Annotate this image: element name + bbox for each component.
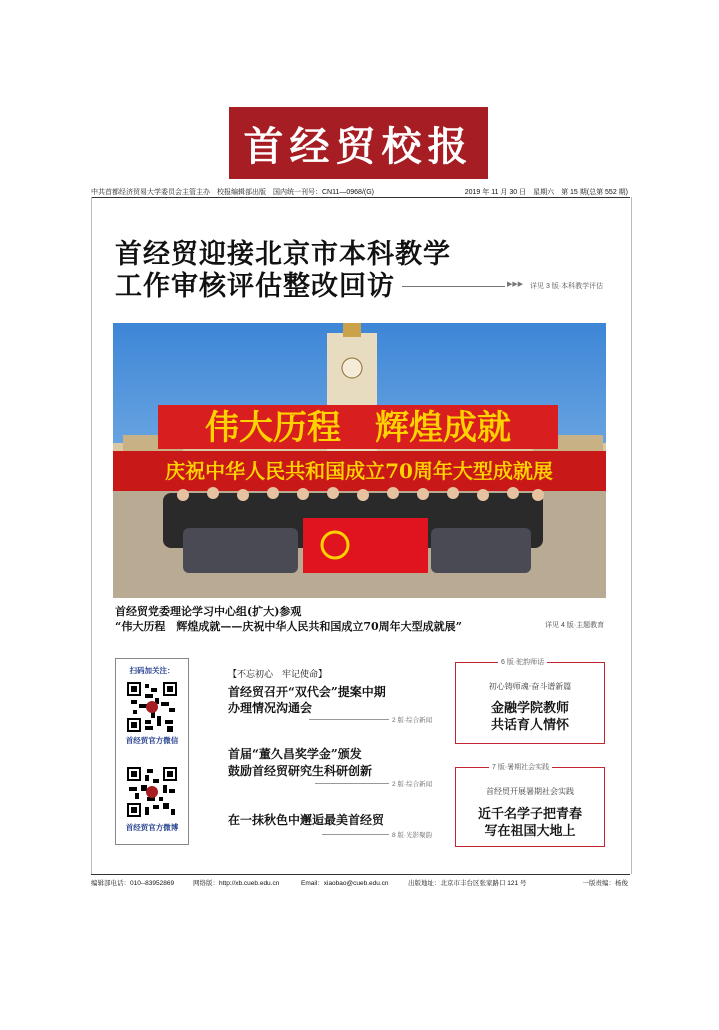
footer-editor: 一版责编：杨俊 bbox=[582, 880, 628, 887]
news-divider bbox=[309, 719, 389, 720]
masthead-title: 首经贸校报 bbox=[243, 122, 474, 170]
wechat-qr-icon[interactable] bbox=[127, 682, 177, 732]
footer-address: 出版地址：北京市丰台区张家路口 121 号 bbox=[408, 880, 527, 887]
feature-box-title-line1: 近千名学子把青春 bbox=[477, 807, 582, 822]
qr-code-panel bbox=[115, 658, 189, 845]
news-item-1-line1[interactable]: 首经贸召开“双代会”提案中期 bbox=[228, 685, 386, 699]
publisher-info: 中共首都经济贸易大学委员会主管主办 校报编辑部出版 国内统一刊号：CN11—0968/(G) bbox=[91, 189, 374, 196]
caption-page-ref[interactable]: 详见 4 版·主题教育 bbox=[545, 622, 605, 629]
lead-page-ref[interactable]: 详见 3 版·本科教学评估 bbox=[530, 283, 604, 290]
feature-box-title-line2: 写在祖国大地上 bbox=[484, 824, 576, 839]
feature-box-social-practice[interactable] bbox=[455, 764, 605, 847]
news-item-1-line2[interactable]: 办理情况沟通会 bbox=[228, 701, 313, 715]
arrow-icon: ▶▶▶ bbox=[507, 281, 524, 288]
news-item-2-ref[interactable]: 2 版·综合新闻 bbox=[392, 781, 433, 788]
feature-box-tag: 6 版·驼韵师话 bbox=[498, 657, 547, 667]
news-divider bbox=[322, 834, 389, 835]
news-item-2-line2[interactable]: 鼓励首经贸研究生科研创新 bbox=[228, 764, 373, 778]
feature-box-subtitle: 首经贸开展暑期社会实践 bbox=[486, 787, 574, 796]
qr-header: 扫码加关注： bbox=[129, 666, 175, 675]
lead-headline-line2: 工作审核评估整改回访 bbox=[115, 271, 395, 302]
photo-caption-line2: “伟大历程 辉煌成就——庆祝中华人民共和国成立70周年大型成就展” bbox=[115, 620, 462, 633]
news-item-3-line1[interactable]: 在一抹秋色中邂逅最美首经贸 bbox=[228, 813, 385, 827]
masthead-logo bbox=[229, 107, 488, 179]
photo-banner-top: 伟大历程 辉煌成就 bbox=[205, 408, 511, 448]
news-divider bbox=[315, 783, 389, 784]
photo-banner-bottom: 庆祝中华人民共和国成立70周年大型成就展 bbox=[165, 459, 553, 483]
photo-caption-line1: 首经贸党委理论学习中心组(扩大)参观 bbox=[115, 605, 302, 618]
feature-box-tag: 7 版·暑期社会实践 bbox=[489, 762, 552, 772]
main-photo bbox=[113, 323, 606, 598]
feature-box-teachers[interactable] bbox=[455, 659, 605, 744]
weibo-label: 首经贸官方微博 bbox=[125, 823, 179, 832]
feature-box-subtitle: 初心铸师魂·奋斗谱新篇 bbox=[488, 682, 572, 691]
footer-phone: 编辑部电话：010--83952869 bbox=[91, 880, 175, 887]
footer-website[interactable]: 网络版：http://xb.cueb.edu.cn bbox=[193, 880, 280, 887]
lead-divider bbox=[402, 286, 505, 287]
feature-box-title-line2: 共话育人情怀 bbox=[490, 718, 569, 733]
news-item-2-line1[interactable]: 首届“董久昌奖学金”颁发 bbox=[228, 747, 362, 761]
lead-headline-line1: 首经贸迎接北京市本科教学 bbox=[115, 239, 451, 270]
news-item-1-ref[interactable]: 2 版·综合新闻 bbox=[392, 717, 433, 724]
weibo-qr-icon[interactable] bbox=[127, 767, 177, 817]
news-item-3-ref[interactable]: 8 版·光影聚韵 bbox=[392, 832, 433, 839]
bottom-rule bbox=[91, 874, 630, 875]
feature-box-title-line1: 金融学院教师 bbox=[490, 701, 569, 716]
issue-info: 2019 年 11 月 30 日 星期六 第 15 期(总第 552 期) bbox=[464, 189, 628, 196]
topic-tag: 【不忘初心 牢记使命】 bbox=[228, 670, 328, 680]
wechat-label: 首经贸官方微信 bbox=[125, 736, 179, 745]
footer-email[interactable]: Email：xiaobao@cueb.edu.cn bbox=[301, 880, 389, 887]
